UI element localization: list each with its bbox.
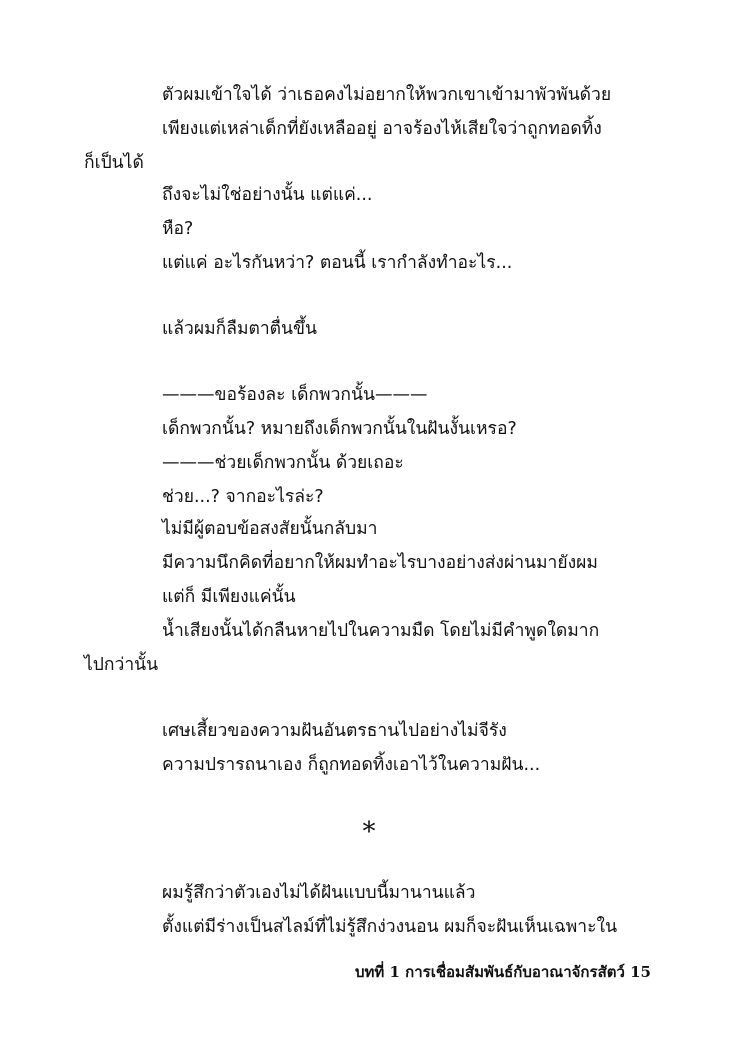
paragraph-line: ความปรารถนาเอง ก็ถูกทอดทิ้งเอาไว้ในความฝัน...: [162, 755, 541, 775]
paragraph-line: ———ช่วยเด็กพวกนั้น ด้วยเถอะ: [162, 453, 404, 473]
paragraph-line: ตั้งแต่มีร่างเป็นสไลม์ที่ไม่รู้สึกง่วงนอน ผมก็จะฝันเห็นเฉพาะใน: [162, 917, 618, 937]
paragraph-line: ถึงจะไม่ใช่อย่างนั้น แต่แค่...: [162, 185, 373, 205]
paragraph-line: แล้วผมก็ลืมตาตื่นขึ้น: [162, 319, 317, 339]
paragraph-line: ช่วย...? จากอะไรล่ะ?: [162, 487, 324, 507]
paragraph-line: เศษเสี้ยวของความฝันอันตรธานไปอย่างไม่จีรัง: [162, 721, 507, 741]
paragraph-line: มีความนึกคิดที่อยากให้ผมทำอะไรบางอย่างส่งผ่านมายังผม: [162, 553, 598, 573]
paragraph-line: ไปกว่านั้น: [84, 655, 159, 675]
paragraph-line: น้ำเสียงนั้นได้กลืนหายไปในความมืด โดยไม่มีคำพูดใดมาก: [162, 621, 600, 641]
page-footer: บทที่ 1 การเชื่อมสัมพันธ์กับอาณาจักรสัตว์ 15: [354, 963, 651, 981]
paragraph-line: แต่แค่ อะไรกันหว่า? ตอนนี้ เรากำลังทำอะไร...: [162, 253, 513, 273]
paragraph-line: ———ขอร้องละ เด็กพวกนั้น———: [162, 385, 428, 405]
paragraph-line: ก็เป็นได้: [84, 153, 144, 173]
paragraph-line: ตัวผมเข้าใจได้ ว่าเธอคงไม่อยากให้พวกเขาเข้ามาพัวพันด้วย: [162, 85, 612, 105]
paragraph-line: หือ?: [162, 219, 194, 239]
scene-break-separator: *: [362, 817, 376, 847]
paragraph-line: ไม่มีผู้ตอบข้อสงสัยนั้นกลับมา: [162, 519, 378, 539]
paragraph-line: เด็กพวกนั้น? หมายถึงเด็กพวกนั้นในฝันงั้นเหรอ?: [162, 419, 517, 439]
paragraph-line: ผมรู้สึกว่าตัวเองไม่ได้ฝันแบบนี้มานานแล้ว: [162, 883, 476, 903]
paragraph-line: เพียงแต่เหล่าเด็กที่ยังเหลืออยู่ อาจร้องไห้เสียใจว่าถูกทอดทิ้ง: [162, 119, 602, 139]
paragraph-line: แต่ก็ มีเพียงแค่นั้น: [162, 587, 296, 607]
